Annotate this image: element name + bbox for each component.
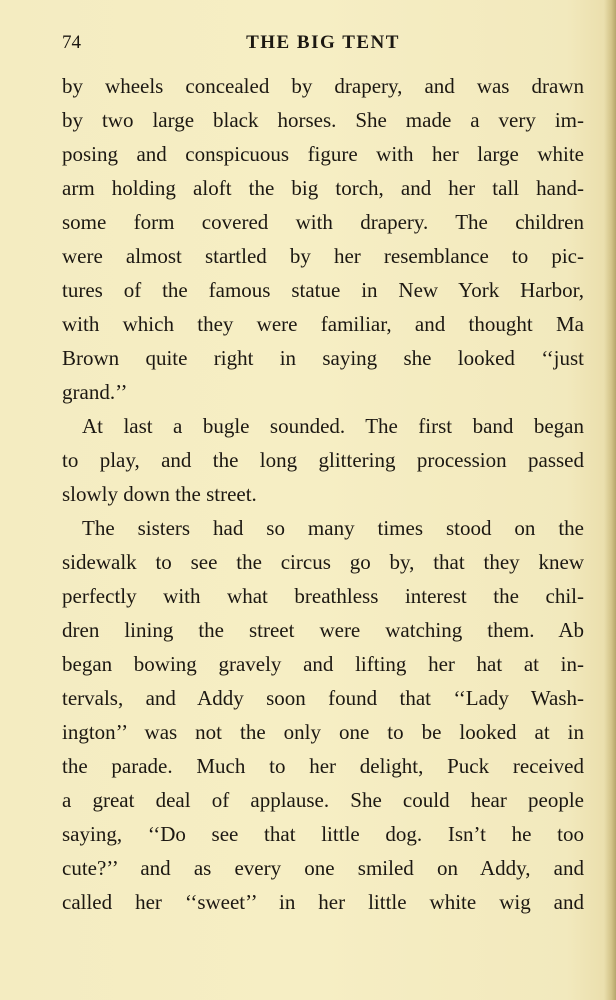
text-line: a great deal of applause. She could hear people <box>62 788 584 812</box>
paragraph-start: At last a bugle sounded. The first band began <box>82 414 584 438</box>
text-line: dren lining the street were watching them. Ab <box>62 618 584 642</box>
text-line: Brown quite right in saying she looked ‘‘just <box>62 346 584 370</box>
text-line: to play, and the long glittering procession passed <box>62 448 584 472</box>
text-line: tervals, and Addy soon found that ‘‘Lady Wash- <box>62 686 584 710</box>
text-line: by wheels concealed by drapery, and was drawn <box>62 74 584 98</box>
text-line: were almost startled by her resemblance to pic- <box>62 244 584 268</box>
text-line: saying, ‘‘Do see that little dog. Isn’t he too <box>62 822 584 846</box>
text-line: began bowing gravely and lifting her hat at in- <box>62 652 584 676</box>
text-line: posing and conspicuous figure with her large white <box>62 142 584 166</box>
page-number: 74 <box>62 32 81 53</box>
text-line: the parade. Much to her delight, Puck received <box>62 754 584 778</box>
text-line: cute?’’ and as every one smiled on Addy, and <box>62 856 584 880</box>
text-line: sidewalk to see the circus go by, that they knew <box>62 550 584 574</box>
body-text <box>62 69 584 919</box>
text-line: with which they were familiar, and thought Ma <box>62 312 584 336</box>
text-line: arm holding aloft the big torch, and her tall hand- <box>62 176 584 200</box>
text-line: perfectly with what breathless interest the chil- <box>62 584 584 608</box>
text-line: tures of the famous statue in New York Harbor, <box>62 278 584 302</box>
text-line: by two large black horses. She made a very im- <box>62 108 584 132</box>
running-head: THE BIG TENT <box>246 32 400 53</box>
text-line: slowly down the street. <box>62 482 257 506</box>
text-line: grand.’’ <box>62 380 128 404</box>
page-edge-shadow <box>604 0 616 1000</box>
paragraph-start: The sisters had so many times stood on the <box>82 516 584 540</box>
text-line: some form covered with drapery. The children <box>62 210 584 234</box>
text-line: called her ‘‘sweet’’ in her little white wig and <box>62 890 584 914</box>
page-header <box>62 32 584 58</box>
text-line: ington’’ was not the only one to be looked at in <box>62 720 584 744</box>
